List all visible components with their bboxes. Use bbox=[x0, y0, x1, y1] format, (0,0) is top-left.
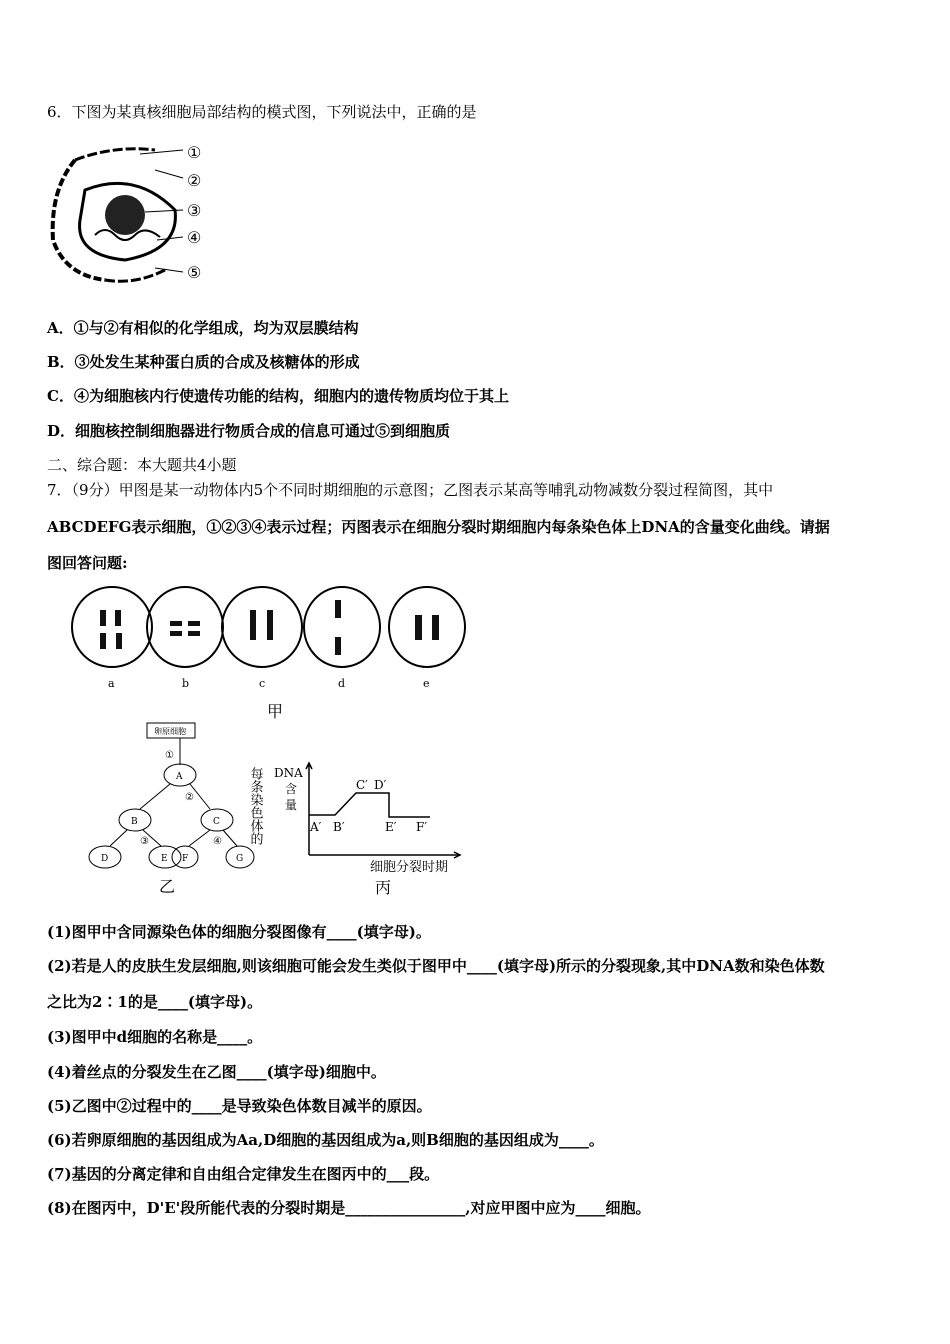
figure-yi bbox=[85, 720, 260, 900]
figure-jia bbox=[70, 585, 490, 725]
question-5: (5)乙图中②过程中的____是导致染色体数目减半的原因。 bbox=[47, 1097, 432, 1115]
figure-mark bbox=[105, 270, 165, 281]
figure-mark bbox=[415, 615, 422, 640]
figure-mark bbox=[100, 633, 106, 649]
y-axis-label-han: 含 bbox=[285, 782, 298, 796]
q6-stem: 6．下图为某真核细胞局部结构的模式图，下列说法中，正确的是 bbox=[47, 103, 477, 121]
figure-mark bbox=[432, 615, 439, 640]
figure-mark bbox=[170, 621, 182, 626]
node-a: A bbox=[176, 772, 183, 782]
node-d: D bbox=[101, 854, 109, 864]
question-3: (3)图甲中d细胞的名称是____。 bbox=[47, 1028, 263, 1046]
node-f: F bbox=[182, 854, 189, 864]
question-6: (6)若卵原细胞的基因组成为Aa,D细胞的基因组成为a,则B细胞的基因组成为____。 bbox=[47, 1131, 604, 1149]
label-3: ③ bbox=[187, 201, 202, 220]
node-b: B bbox=[131, 817, 138, 827]
q7-stem-2: ABCDEFG表示细胞，①②③④表示过程；丙图表示在细胞分裂时期细胞内每条染色体上DNA的含量变化曲线。请据 bbox=[47, 518, 830, 536]
label-5: ⑤ bbox=[187, 263, 202, 282]
label-2: ② bbox=[187, 171, 202, 190]
question-2: (2)若是人的皮肤生发层细胞,则该细胞可能会发生类似于图甲中____(填字母)所示的分裂现象,其中DNA数和染色体数 bbox=[47, 957, 825, 975]
figure-mark bbox=[223, 830, 237, 846]
figure-mark bbox=[304, 587, 380, 667]
cell-label-d: d bbox=[338, 677, 346, 690]
node-g: G bbox=[236, 854, 244, 864]
caption-jia: 甲 bbox=[267, 702, 284, 721]
figure-mark bbox=[140, 784, 170, 809]
section-heading: 二、综合题：本大题共4小题 bbox=[47, 456, 237, 474]
point-d: D′ bbox=[374, 778, 387, 792]
caption-bing: 丙 bbox=[375, 878, 392, 897]
cell-structure-figure bbox=[45, 140, 215, 285]
node-e: E bbox=[161, 854, 168, 864]
cell-label-a: a bbox=[108, 677, 115, 690]
option-a: A．①与②有相似的化学组成，均为双层膜结构 bbox=[47, 319, 359, 337]
point-b: B′ bbox=[333, 820, 345, 834]
figure-mark bbox=[75, 149, 155, 160]
question-4: (4)着丝点的分裂发生在乙图____(填字母)细胞中。 bbox=[47, 1063, 386, 1081]
box-oogonium: 卵原细胞 bbox=[154, 727, 186, 736]
step-1: ① bbox=[165, 750, 174, 761]
label-1: ① bbox=[187, 143, 202, 162]
figure-mark bbox=[222, 587, 302, 667]
figure-mark bbox=[72, 587, 152, 667]
option-c: C．④为细胞核内行使遗传功能的结构，细胞内的遗传物质均位于其上 bbox=[47, 387, 509, 405]
figure-mark bbox=[309, 793, 430, 817]
step-3: ③ bbox=[140, 836, 149, 847]
point-f: F′ bbox=[416, 820, 428, 834]
caption-yi: 乙 bbox=[159, 877, 176, 896]
y-axis-label-dna: DNA bbox=[274, 766, 303, 780]
figure-mark bbox=[147, 587, 223, 667]
figure-mark bbox=[335, 637, 341, 655]
point-a: A′ bbox=[310, 820, 322, 834]
q7-stem-1: 7．（9分）甲图是某一动物体内5个不同时期细胞的示意图；乙图表示某高等哺乳动物减数分裂过程简图，其中 bbox=[47, 481, 774, 499]
figure-mark bbox=[188, 621, 200, 626]
x-axis-label: 细胞分裂时期 bbox=[370, 860, 449, 875]
figure-mark bbox=[250, 610, 256, 640]
question-8: (8)在图丙中，D'E'段所能代表的分裂时期是________________,对应甲图中应为____细胞。 bbox=[47, 1199, 651, 1217]
question-7: (7)基因的分离定律和自由组合定律发生在图丙中的___段。 bbox=[47, 1165, 440, 1183]
question-2-cont: 之比为2∶1的是____(填字母)。 bbox=[47, 993, 263, 1011]
figure-mark bbox=[188, 631, 200, 636]
cell-label-b: b bbox=[182, 677, 190, 690]
cell-label-e: e bbox=[423, 677, 430, 690]
node-c: C bbox=[213, 817, 220, 827]
figure-mark bbox=[145, 210, 183, 212]
figure-mark bbox=[189, 830, 210, 846]
q7-stem-3: 图回答问题: bbox=[47, 554, 128, 572]
figure-mark bbox=[105, 195, 145, 235]
figure-mark bbox=[116, 633, 122, 649]
question-1: (1)图甲中含同源染色体的细胞分裂图像有____(填字母)。 bbox=[47, 923, 431, 941]
label-4: ④ bbox=[187, 228, 202, 247]
point-c: C′ bbox=[356, 778, 368, 792]
figure-mark bbox=[110, 830, 127, 846]
step-4: ④ bbox=[213, 836, 222, 847]
figure-mark bbox=[170, 631, 182, 636]
step-2: ② bbox=[185, 792, 194, 803]
cell-label-c: c bbox=[259, 677, 266, 690]
figure-mark bbox=[389, 587, 465, 667]
option-b: B．③处发生某种蛋白质的合成及核糖体的形成 bbox=[47, 353, 360, 371]
figure-mark bbox=[155, 170, 183, 178]
y-axis-label-vertical: 每条染色体的 bbox=[247, 767, 263, 845]
y-axis-label-liang: 量 bbox=[285, 798, 298, 812]
point-e: E′ bbox=[385, 820, 397, 834]
option-d: D．细胞核控制细胞器进行物质合成的信息可通过⑤到细胞质 bbox=[47, 422, 451, 440]
figure-mark bbox=[267, 610, 273, 640]
figure-mark bbox=[100, 610, 106, 626]
figure-mark bbox=[335, 600, 341, 618]
figure-bing bbox=[247, 755, 480, 900]
figure-mark bbox=[89, 723, 254, 868]
figure-mark bbox=[115, 610, 121, 626]
